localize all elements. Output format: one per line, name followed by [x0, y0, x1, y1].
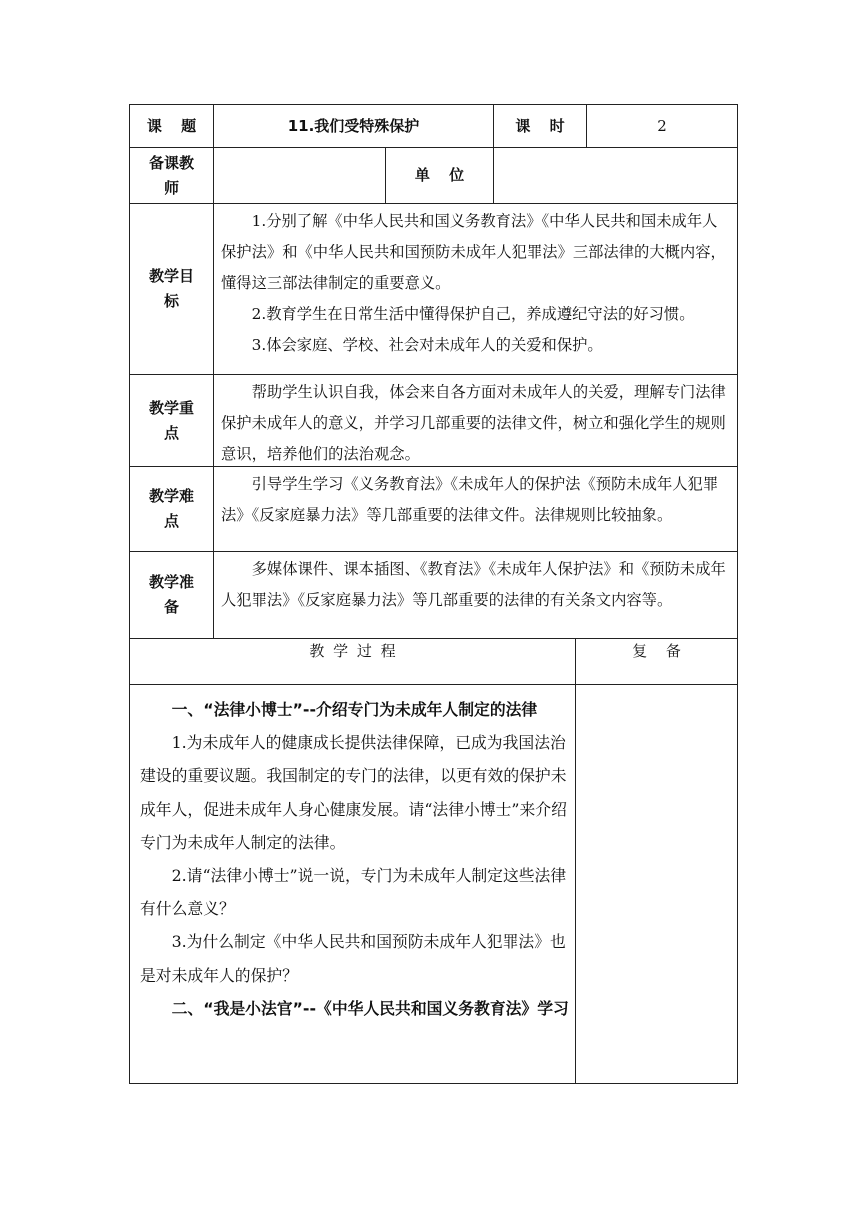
process-header: [130, 639, 575, 663]
process-paragraph: 3.为什么制定《中华人民共和国预防未成年人犯罪法》也是对未成年人的保护？: [140, 932, 566, 985]
unit-value: [494, 148, 737, 203]
process-paragraph: 一、“法律小博士”--介绍专门为未成年人制定的法律: [171, 700, 538, 719]
review-header: [576, 639, 737, 663]
goal-item: 1.分别了解《中华人民共和国义务教育法》《中华人民共和国未成年人保护法》和《中华人民共和国预防未成年人犯罪法》三部法律的大概内容，懂得这三部法律制定的重要意义。: [221, 212, 726, 292]
prep-text: 多媒体课件、课本插图、《教育法》《未成年人保护法》和《预防未成年人犯罪法》《反家庭暴力法》等几部重要的法律的有关条文内容等。: [221, 560, 726, 609]
goal-item: 3.体会家庭、学校、社会对未成年人的关爱和保护。: [251, 336, 603, 354]
difficult-label: [130, 467, 213, 551]
key-content: [214, 375, 737, 466]
teacher-value: [214, 148, 385, 203]
prep-content: [214, 552, 737, 638]
difficult-label-text: 教学难点: [148, 487, 194, 530]
period-value: [587, 105, 737, 147]
table-rule: [737, 104, 738, 1084]
process-paragraph: 2.请“法律小博士”说一说，专门为未成年人制定这些法律有什么意义？: [140, 866, 567, 919]
topic-value-text: 11.我们受特殊保护: [287, 116, 420, 135]
goals-content: [214, 204, 737, 374]
goals-label: [130, 204, 213, 374]
difficult-content: [214, 467, 737, 551]
process-content: [130, 685, 575, 1083]
process-header-text: 教 学 过 程: [309, 641, 396, 660]
period-value-text: 2: [657, 116, 667, 135]
prep-label-text: 教学准备: [148, 573, 194, 616]
review-header-text: 复 备: [632, 641, 681, 660]
prep-label: [130, 552, 213, 638]
teacher-label: [130, 148, 213, 203]
key-label-text: 教学重点: [148, 398, 194, 442]
difficult-text: 引导学生学习《义务教育法》《未成年人的保护法《预防未成年人犯罪法》《反家庭暴力法》等几部重要的法律文件。法律规则比较抽象。: [221, 475, 719, 524]
topic-value: [214, 105, 493, 147]
teacher-label-text: 备课教师: [148, 153, 194, 197]
goal-item: 2.教育学生在日常生活中懂得保护自己，养成遵纪守法的好习惯。: [251, 305, 695, 323]
table-rule: [129, 1083, 738, 1084]
key-label: [130, 375, 213, 466]
topic-label-text: 课 题: [146, 116, 197, 135]
period-label-text: 课 时: [515, 116, 565, 135]
process-paragraph: 1.为未成年人的健康成长提供法律保障，已成为我国法治建设的重要议题。我国制定的专门的法律，以更有效的保护未成年人，促进未成年人身心健康发展。请“法律小博士”来介绍专门为未成年人制定的法律。: [140, 733, 567, 852]
topic-label: [130, 105, 213, 147]
review-column: [576, 685, 737, 1083]
key-text: 帮助学生认识自我，体会来自各方面对未成年人的关爱，理解专门法律保护未成年人的意义，并学习几部重要的法律文件，树立和强化学生的规则意识，培养他们的法治观念。: [221, 383, 726, 463]
unit-label: [386, 148, 493, 203]
unit-label-text: 单 位: [414, 166, 465, 184]
process-paragraph: 二、“我是小法官”--《中华人民共和国义务教育法》学习: [171, 998, 569, 1018]
goals-label-text: 教学目标: [148, 267, 194, 310]
period-label: [494, 105, 586, 147]
